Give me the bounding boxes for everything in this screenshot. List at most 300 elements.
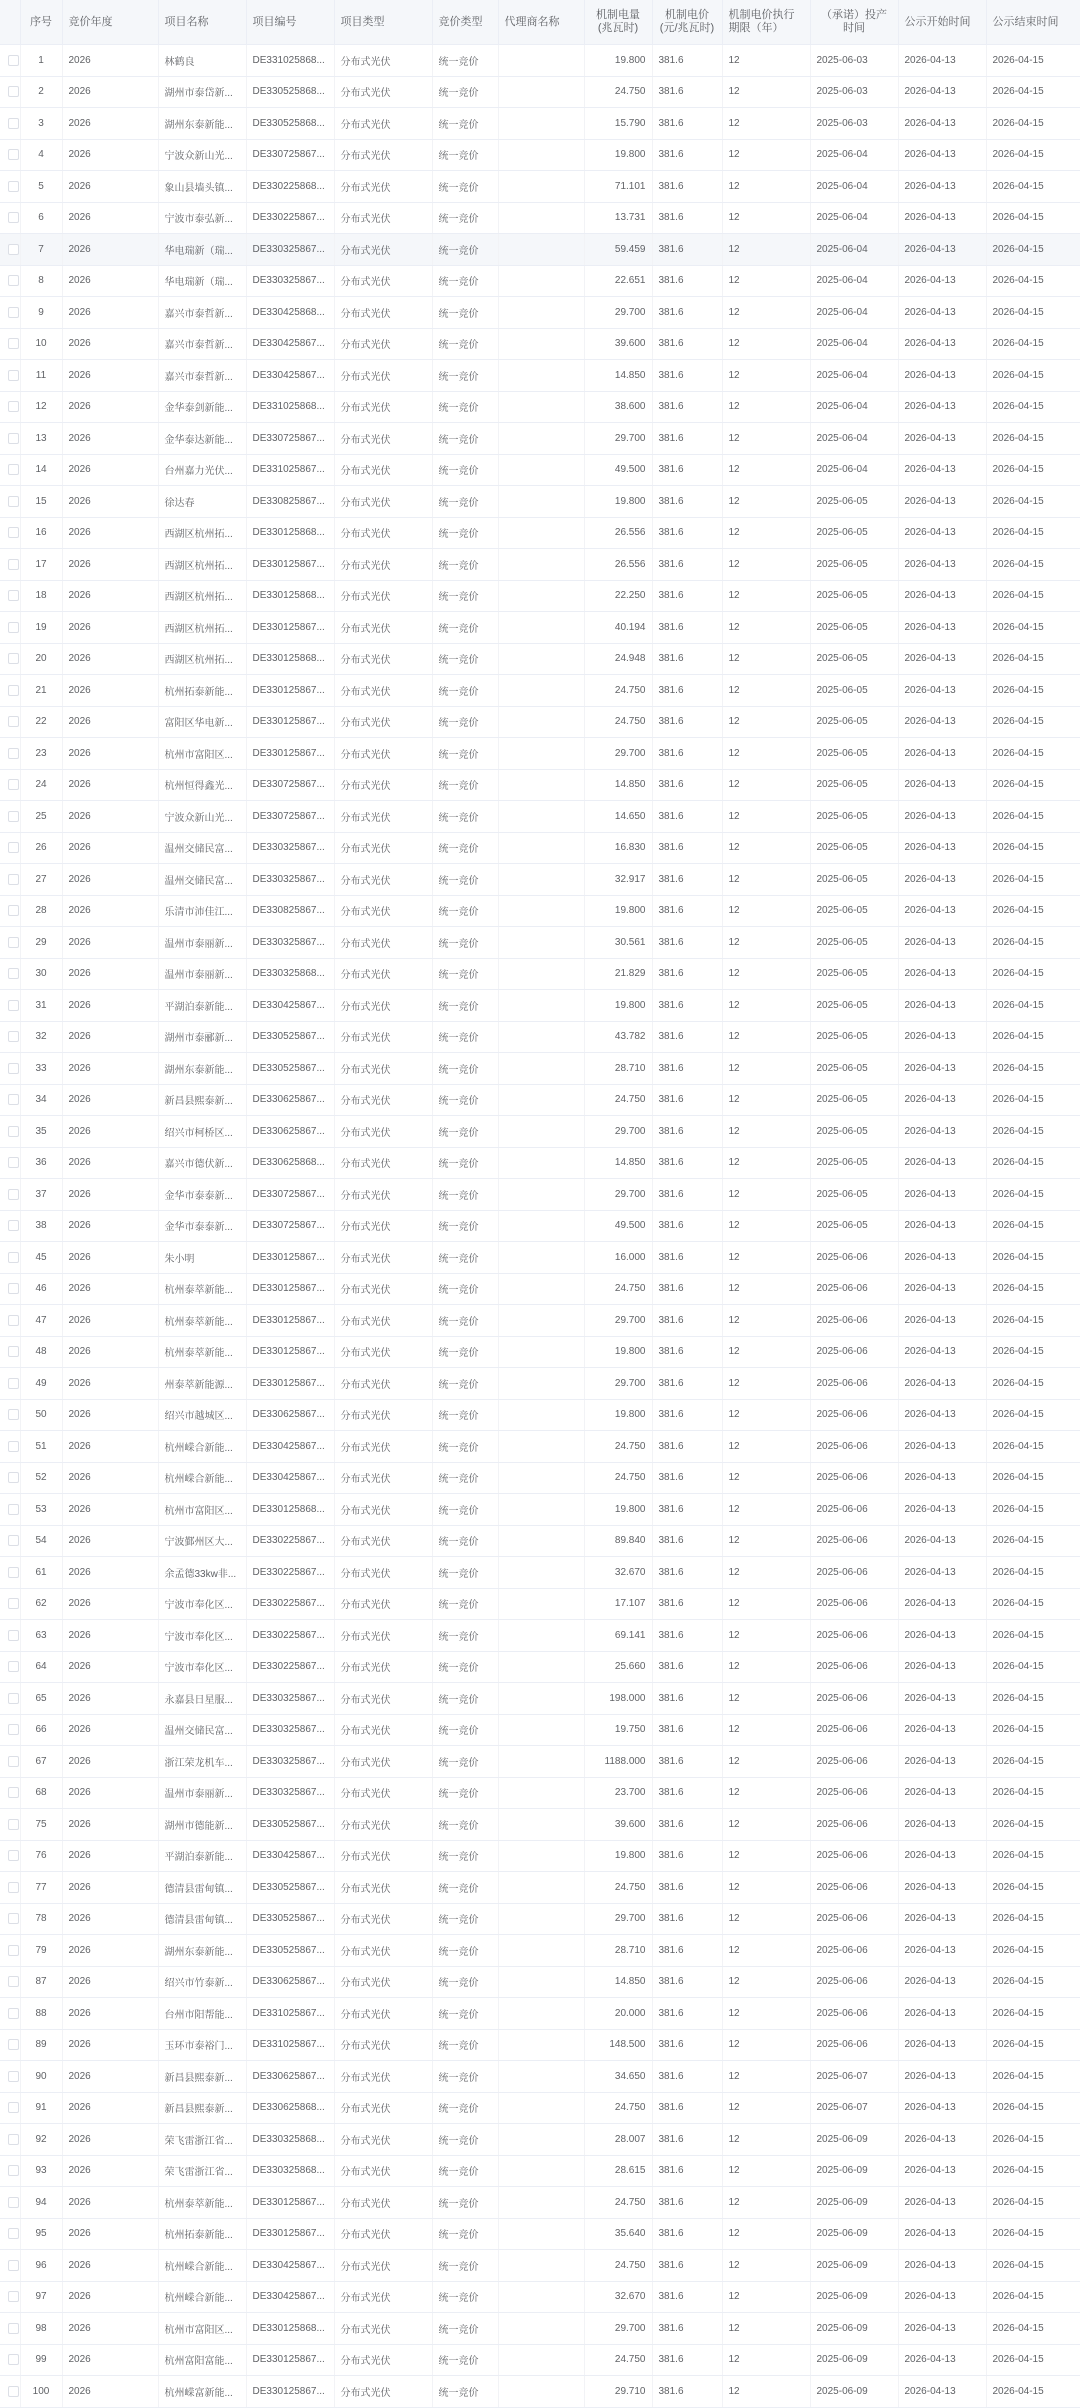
cell-project-type: 分布式光伏 (334, 549, 432, 581)
row-checkbox-cell[interactable] (0, 1084, 20, 1116)
row-checkbox-cell[interactable] (0, 643, 20, 675)
row-checkbox[interactable] (8, 779, 19, 790)
table-row[interactable] (0, 1021, 1080, 1053)
table-row[interactable] (0, 1210, 1080, 1242)
table-row[interactable] (0, 549, 1080, 581)
row-checkbox-cell[interactable] (0, 171, 20, 203)
cell-mechanism-price: 381.6 (652, 1431, 722, 1463)
row-checkbox[interactable] (8, 1346, 19, 1357)
table-row[interactable] (0, 990, 1080, 1022)
row-checkbox-cell[interactable] (0, 2124, 20, 2156)
cell-project-type: 分布式光伏 (334, 738, 432, 770)
row-checkbox-cell[interactable] (0, 1210, 20, 1242)
cell-project-code: DE330625867... (246, 1966, 334, 1998)
cell-bid-type: 统一竞价 (432, 1210, 498, 1242)
cell-bid-type: 统一竞价 (432, 1809, 498, 1841)
cell-bid-year: 2026 (62, 2155, 158, 2187)
table-row[interactable] (0, 517, 1080, 549)
cell-index: 2 (20, 76, 62, 108)
row-checkbox-cell[interactable] (0, 1525, 20, 1557)
table-row[interactable] (0, 45, 1080, 77)
row-checkbox-cell[interactable] (0, 486, 20, 518)
cell-price-term: 12 (722, 517, 810, 549)
table-row[interactable] (0, 864, 1080, 896)
row-checkbox-cell[interactable] (0, 1147, 20, 1179)
cell-project-type: 分布式光伏 (334, 958, 432, 990)
row-checkbox[interactable] (8, 1819, 19, 1830)
cell-project-name: 台州市阳帮能... (158, 1998, 246, 2030)
table-row[interactable] (0, 2281, 1080, 2313)
table-row[interactable] (0, 76, 1080, 108)
row-checkbox-cell[interactable] (0, 391, 20, 423)
cell-bid-year: 2026 (62, 391, 158, 423)
table-row[interactable] (0, 391, 1080, 423)
cell-mechanism-price: 381.6 (652, 1305, 722, 1337)
cell-index: 12 (20, 391, 62, 423)
cell-publicity-start: 2026-04-13 (898, 1683, 986, 1715)
cell-mechanism-energy: 16.000 (584, 1242, 652, 1274)
cell-project-name: 德清县雷甸镇... (158, 1872, 246, 1904)
cell-publicity-end: 2026-04-15 (986, 1273, 1080, 1305)
row-checkbox-cell[interactable] (0, 1273, 20, 1305)
row-checkbox-cell[interactable] (0, 990, 20, 1022)
row-checkbox[interactable] (8, 401, 19, 412)
table-row[interactable] (0, 1431, 1080, 1463)
row-checkbox[interactable] (8, 1000, 19, 1011)
table-row[interactable] (0, 360, 1080, 392)
row-checkbox-cell[interactable] (0, 2187, 20, 2219)
row-checkbox[interactable] (8, 2008, 19, 2019)
cell-publicity-end: 2026-04-15 (986, 1557, 1080, 1589)
row-checkbox[interactable] (8, 2354, 19, 2365)
row-checkbox[interactable] (8, 2323, 19, 2334)
cell-index: 5 (20, 171, 62, 203)
row-checkbox[interactable] (8, 1472, 19, 1483)
cell-index: 64 (20, 1651, 62, 1683)
cell-publicity-end: 2026-04-15 (986, 1903, 1080, 1935)
table-row[interactable] (0, 1966, 1080, 1998)
row-checkbox[interactable] (8, 1724, 19, 1735)
row-checkbox[interactable] (8, 275, 19, 286)
row-checkbox[interactable] (8, 118, 19, 129)
table-row[interactable] (0, 1399, 1080, 1431)
row-checkbox[interactable] (8, 1882, 19, 1893)
table-row[interactable] (0, 958, 1080, 990)
table-row[interactable] (0, 1525, 1080, 1557)
row-checkbox[interactable] (8, 1378, 19, 1389)
row-checkbox-cell[interactable] (0, 2281, 20, 2313)
cell-publicity-end: 2026-04-15 (986, 517, 1080, 549)
row-checkbox-cell[interactable] (0, 517, 20, 549)
table-row[interactable] (0, 297, 1080, 329)
cell-project-name: 浙江荣龙机车... (158, 1746, 246, 1778)
table-row[interactable] (0, 675, 1080, 707)
table-row[interactable] (0, 769, 1080, 801)
cell-price-term: 12 (722, 2092, 810, 2124)
row-checkbox[interactable] (8, 86, 19, 97)
row-checkbox-cell[interactable] (0, 1840, 20, 1872)
row-checkbox-cell[interactable] (0, 1305, 20, 1337)
row-checkbox-cell[interactable] (0, 45, 20, 77)
cell-mechanism-price: 381.6 (652, 643, 722, 675)
cell-mechanism-price: 381.6 (652, 1777, 722, 1809)
row-checkbox[interactable] (8, 874, 19, 885)
row-checkbox-cell[interactable] (0, 1399, 20, 1431)
row-checkbox-cell[interactable] (0, 1021, 20, 1053)
row-checkbox[interactable] (8, 1945, 19, 1956)
row-checkbox[interactable] (8, 2134, 19, 2145)
row-checkbox-cell[interactable] (0, 769, 20, 801)
row-checkbox[interactable] (8, 433, 19, 444)
cell-agent-name (498, 1714, 584, 1746)
table-row[interactable] (0, 1998, 1080, 2030)
row-checkbox[interactable] (8, 1630, 19, 1641)
row-checkbox-cell[interactable] (0, 738, 20, 770)
row-checkbox[interactable] (8, 1283, 19, 1294)
row-checkbox-cell[interactable] (0, 1620, 20, 1652)
table-row[interactable] (0, 328, 1080, 360)
cell-mechanism-energy: 26.556 (584, 517, 652, 549)
table-row[interactable] (0, 1651, 1080, 1683)
row-checkbox-cell[interactable] (0, 864, 20, 896)
row-checkbox-cell[interactable] (0, 1872, 20, 1904)
row-checkbox[interactable] (8, 244, 19, 255)
row-checkbox[interactable] (8, 2039, 19, 2050)
row-checkbox[interactable] (8, 811, 19, 822)
row-checkbox[interactable] (8, 653, 19, 664)
cell-mechanism-energy: 19.800 (584, 1336, 652, 1368)
row-checkbox-cell[interactable] (0, 265, 20, 297)
row-checkbox-cell[interactable] (0, 202, 20, 234)
row-checkbox[interactable] (8, 1031, 19, 1042)
cell-project-code: DE330125867... (246, 1336, 334, 1368)
table-row[interactable] (0, 139, 1080, 171)
row-checkbox-cell[interactable] (0, 2344, 20, 2376)
row-checkbox[interactable] (8, 2165, 19, 2176)
row-checkbox-cell[interactable] (0, 1903, 20, 1935)
row-checkbox[interactable] (8, 1661, 19, 1672)
cell-price-term: 12 (722, 1368, 810, 1400)
table-row[interactable] (0, 1462, 1080, 1494)
table-row[interactable] (0, 234, 1080, 266)
row-checkbox[interactable] (8, 1063, 19, 1074)
table-row[interactable] (0, 1872, 1080, 1904)
row-checkbox-cell[interactable] (0, 1462, 20, 1494)
row-checkbox-cell[interactable] (0, 1966, 20, 1998)
row-checkbox-cell[interactable] (0, 1714, 20, 1746)
cell-project-code: DE331025868... (246, 45, 334, 77)
cell-mechanism-energy: 49.500 (584, 1210, 652, 1242)
row-checkbox-cell[interactable] (0, 1683, 20, 1715)
row-checkbox-cell[interactable] (0, 1242, 20, 1274)
row-checkbox-cell[interactable] (0, 2218, 20, 2250)
row-checkbox-cell[interactable] (0, 2092, 20, 2124)
cell-commission-time: 2025-06-09 (810, 2376, 898, 2408)
cell-publicity-start: 2026-04-13 (898, 202, 986, 234)
row-checkbox[interactable] (8, 1409, 19, 1420)
row-checkbox[interactable] (8, 149, 19, 160)
row-checkbox[interactable] (8, 2071, 19, 2082)
table-row[interactable] (0, 1336, 1080, 1368)
table-row[interactable] (0, 1305, 1080, 1337)
row-checkbox-cell[interactable] (0, 1368, 20, 1400)
cell-mechanism-price: 381.6 (652, 738, 722, 770)
cell-mechanism-energy: 19.800 (584, 990, 652, 1022)
table-row[interactable] (0, 2250, 1080, 2282)
table-row[interactable] (0, 1620, 1080, 1652)
cell-project-type: 分布式光伏 (334, 1651, 432, 1683)
row-checkbox-cell[interactable] (0, 2155, 20, 2187)
row-checkbox[interactable] (8, 2197, 19, 2208)
row-checkbox[interactable] (8, 2260, 19, 2271)
row-checkbox-cell[interactable] (0, 1809, 20, 1841)
row-checkbox[interactable] (8, 1756, 19, 1767)
table-row[interactable] (0, 1935, 1080, 1967)
table-row[interactable] (0, 1494, 1080, 1526)
row-checkbox-cell[interactable] (0, 454, 20, 486)
table-row[interactable] (0, 832, 1080, 864)
table-row[interactable] (0, 2313, 1080, 2345)
row-checkbox[interactable] (8, 622, 19, 633)
row-checkbox-cell[interactable] (0, 1116, 20, 1148)
row-checkbox[interactable] (8, 1787, 19, 1798)
row-checkbox-cell[interactable] (0, 832, 20, 864)
row-checkbox-cell[interactable] (0, 927, 20, 959)
table-row[interactable] (0, 2218, 1080, 2250)
cell-index: 7 (20, 234, 62, 266)
row-checkbox-cell[interactable] (0, 1588, 20, 1620)
cell-commission-time: 2025-06-05 (810, 612, 898, 644)
cell-commission-time: 2025-06-05 (810, 517, 898, 549)
row-checkbox[interactable] (8, 590, 19, 601)
row-checkbox[interactable] (8, 1126, 19, 1137)
row-checkbox[interactable] (8, 55, 19, 66)
table-row[interactable] (0, 1777, 1080, 1809)
row-checkbox[interactable] (8, 338, 19, 349)
table-row[interactable] (0, 2061, 1080, 2093)
row-checkbox[interactable] (8, 496, 19, 507)
table-row[interactable] (0, 1179, 1080, 1211)
cell-price-term: 12 (722, 1998, 810, 2030)
cell-mechanism-energy: 32.670 (584, 1557, 652, 1589)
row-checkbox[interactable] (8, 527, 19, 538)
row-checkbox-cell[interactable] (0, 1431, 20, 1463)
table-row[interactable] (0, 1368, 1080, 1400)
table-row[interactable] (0, 1147, 1080, 1179)
table-row[interactable] (0, 2124, 1080, 2156)
cell-project-code: DE330225867... (246, 1651, 334, 1683)
table-row[interactable] (0, 423, 1080, 455)
row-checkbox-cell[interactable] (0, 328, 20, 360)
table-row[interactable] (0, 1588, 1080, 1620)
table-row[interactable] (0, 1809, 1080, 1841)
cell-publicity-start: 2026-04-13 (898, 1179, 986, 1211)
row-checkbox[interactable] (8, 1693, 19, 1704)
header-select-all[interactable] (0, 0, 20, 45)
row-checkbox-cell[interactable] (0, 801, 20, 833)
table-row[interactable] (0, 580, 1080, 612)
table-row[interactable] (0, 1683, 1080, 1715)
table-row[interactable] (0, 801, 1080, 833)
table-row[interactable] (0, 1273, 1080, 1305)
cell-agent-name (498, 2281, 584, 2313)
table-row[interactable] (0, 454, 1080, 486)
row-checkbox-cell[interactable] (0, 958, 20, 990)
row-checkbox[interactable] (8, 748, 19, 759)
cell-agent-name (498, 1966, 584, 1998)
row-checkbox[interactable] (8, 937, 19, 948)
row-checkbox[interactable] (8, 1976, 19, 1987)
row-checkbox[interactable] (8, 842, 19, 853)
row-checkbox-cell[interactable] (0, 234, 20, 266)
row-checkbox[interactable] (8, 1850, 19, 1861)
row-checkbox-cell[interactable] (0, 2029, 20, 2061)
row-checkbox-cell[interactable] (0, 108, 20, 140)
row-checkbox[interactable] (8, 905, 19, 916)
table-row[interactable] (0, 1840, 1080, 1872)
table-row[interactable] (0, 706, 1080, 738)
row-checkbox[interactable] (8, 1504, 19, 1515)
cell-price-term: 12 (722, 1273, 810, 1305)
row-checkbox[interactable] (8, 464, 19, 475)
table-row[interactable] (0, 1053, 1080, 1085)
row-checkbox[interactable] (8, 370, 19, 381)
table-row[interactable] (0, 1746, 1080, 1778)
row-checkbox-cell[interactable] (0, 1777, 20, 1809)
cell-bid-type: 统一竞价 (432, 643, 498, 675)
table-row[interactable] (0, 1557, 1080, 1589)
table-row[interactable] (0, 643, 1080, 675)
row-checkbox[interactable] (8, 1913, 19, 1924)
cell-commission-time: 2025-06-05 (810, 580, 898, 612)
row-checkbox-cell[interactable] (0, 1998, 20, 2030)
row-checkbox[interactable] (8, 2102, 19, 2113)
cell-mechanism-price: 381.6 (652, 1147, 722, 1179)
table-row[interactable] (0, 2092, 1080, 2124)
row-checkbox[interactable] (8, 1094, 19, 1105)
table-row[interactable] (0, 2029, 1080, 2061)
row-checkbox-cell[interactable] (0, 1053, 20, 1085)
row-checkbox[interactable] (8, 212, 19, 223)
row-checkbox[interactable] (8, 1157, 19, 1168)
table-row[interactable] (0, 1903, 1080, 1935)
cell-bid-year: 2026 (62, 139, 158, 171)
cell-publicity-start: 2026-04-13 (898, 643, 986, 675)
row-checkbox-cell[interactable] (0, 1336, 20, 1368)
row-checkbox[interactable] (8, 1567, 19, 1578)
cell-index: 100 (20, 2376, 62, 2408)
row-checkbox[interactable] (8, 1252, 19, 1263)
row-checkbox[interactable] (8, 2291, 19, 2302)
row-checkbox-cell[interactable] (0, 706, 20, 738)
row-checkbox-cell[interactable] (0, 360, 20, 392)
cell-price-term: 12 (722, 2187, 810, 2219)
table-row[interactable] (0, 738, 1080, 770)
table-row[interactable] (0, 2187, 1080, 2219)
row-checkbox-cell[interactable] (0, 1651, 20, 1683)
row-checkbox-cell[interactable] (0, 2313, 20, 2345)
row-checkbox-cell[interactable] (0, 1746, 20, 1778)
cell-commission-time: 2025-06-07 (810, 2092, 898, 2124)
row-checkbox-cell[interactable] (0, 2376, 20, 2408)
row-checkbox[interactable] (8, 559, 19, 570)
row-checkbox[interactable] (8, 1315, 19, 1326)
cell-index: 6 (20, 202, 62, 234)
cell-mechanism-energy: 22.651 (584, 265, 652, 297)
table-row[interactable] (0, 927, 1080, 959)
cell-project-name: 金华市泰泰新... (158, 1179, 246, 1211)
table-row[interactable] (0, 1084, 1080, 1116)
table-row[interactable] (0, 1116, 1080, 1148)
row-checkbox[interactable] (8, 1441, 19, 1452)
cell-bid-type: 统一竞价 (432, 1588, 498, 1620)
row-checkbox-cell[interactable] (0, 1935, 20, 1967)
row-checkbox[interactable] (8, 1220, 19, 1231)
row-checkbox[interactable] (8, 1598, 19, 1609)
cell-price-term: 12 (722, 1966, 810, 1998)
row-checkbox-cell[interactable] (0, 1494, 20, 1526)
table-row[interactable] (0, 2155, 1080, 2187)
table-row[interactable] (0, 895, 1080, 927)
table-row[interactable] (0, 171, 1080, 203)
cell-project-code: DE330425867... (246, 360, 334, 392)
cell-project-code: DE331025868... (246, 391, 334, 423)
row-checkbox[interactable] (8, 716, 19, 727)
cell-publicity-end: 2026-04-15 (986, 927, 1080, 959)
row-checkbox-cell[interactable] (0, 139, 20, 171)
table-row[interactable] (0, 612, 1080, 644)
table-row[interactable] (0, 1242, 1080, 1274)
row-checkbox-cell[interactable] (0, 580, 20, 612)
row-checkbox-cell[interactable] (0, 1557, 20, 1589)
row-checkbox[interactable] (8, 685, 19, 696)
cell-price-term: 12 (722, 1588, 810, 1620)
row-checkbox[interactable] (8, 307, 19, 318)
row-checkbox[interactable] (8, 2228, 19, 2239)
row-checkbox[interactable] (8, 1189, 19, 1200)
table-row[interactable] (0, 1714, 1080, 1746)
row-checkbox[interactable] (8, 2386, 19, 2397)
row-checkbox-cell[interactable] (0, 2250, 20, 2282)
table-row[interactable] (0, 486, 1080, 518)
cell-bid-type: 统一竞价 (432, 328, 498, 360)
cell-project-code: DE330525868... (246, 76, 334, 108)
cell-project-name: 德清县雷甸镇... (158, 1903, 246, 1935)
table-row[interactable] (0, 202, 1080, 234)
cell-commission-time: 2025-06-09 (810, 2344, 898, 2376)
row-checkbox-cell[interactable] (0, 76, 20, 108)
table-row[interactable] (0, 108, 1080, 140)
cell-bid-type: 统一竞价 (432, 864, 498, 896)
row-checkbox-cell[interactable] (0, 549, 20, 581)
row-checkbox-cell[interactable] (0, 612, 20, 644)
cell-publicity-start: 2026-04-13 (898, 2344, 986, 2376)
row-checkbox-cell[interactable] (0, 2061, 20, 2093)
table-row[interactable] (0, 2376, 1080, 2408)
cell-agent-name (498, 549, 584, 581)
table-row[interactable] (0, 265, 1080, 297)
table-row[interactable] (0, 2344, 1080, 2376)
row-checkbox-cell[interactable] (0, 675, 20, 707)
row-checkbox[interactable] (8, 1535, 19, 1546)
row-checkbox-cell[interactable] (0, 423, 20, 455)
row-checkbox-cell[interactable] (0, 297, 20, 329)
row-checkbox[interactable] (8, 968, 19, 979)
cell-bid-type: 统一竞价 (432, 454, 498, 486)
row-checkbox[interactable] (8, 181, 19, 192)
row-checkbox-cell[interactable] (0, 1179, 20, 1211)
row-checkbox-cell[interactable] (0, 895, 20, 927)
